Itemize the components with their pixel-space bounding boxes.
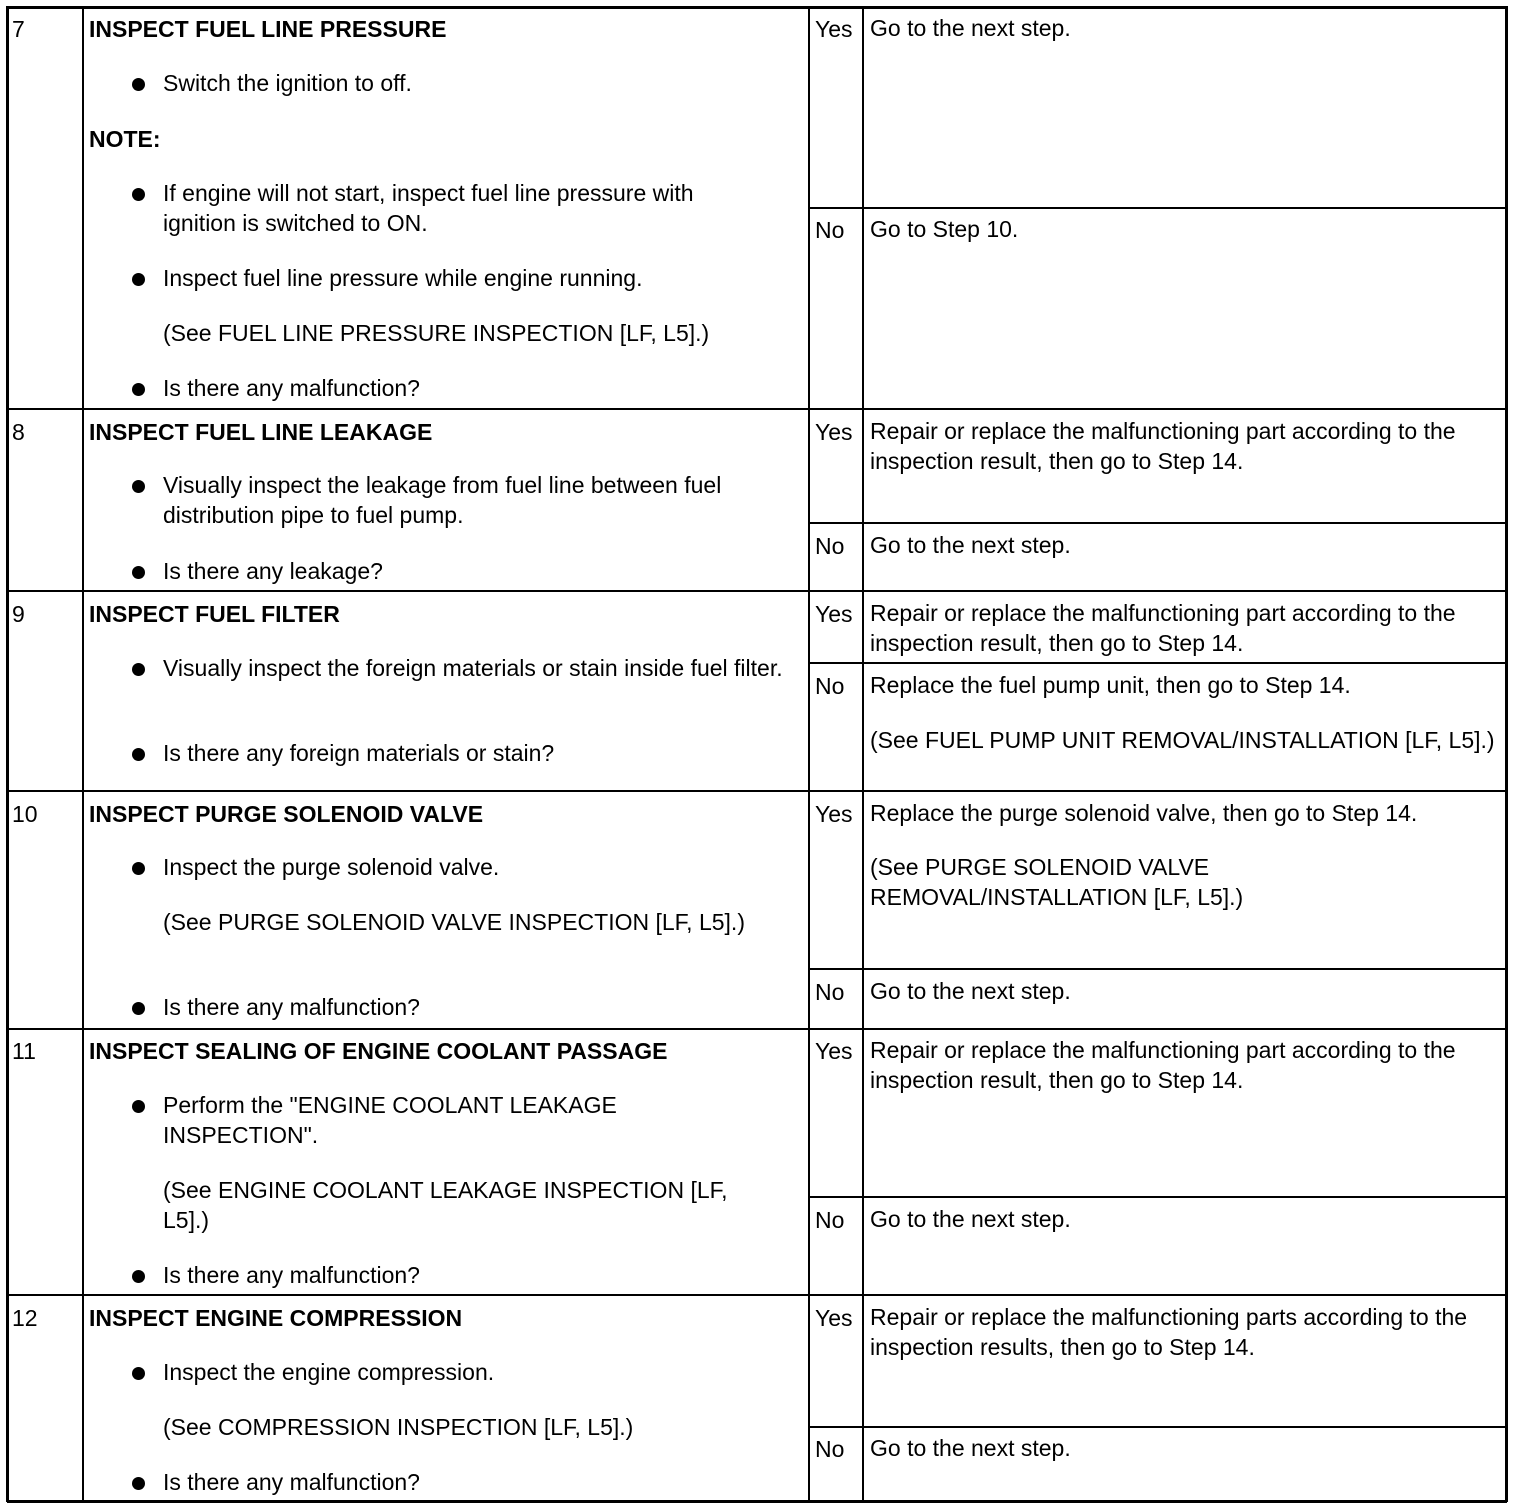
yes-result: Repair or replace the malfunctioning parts according to the inspection results, then go to Step 14.	[870, 1304, 1468, 1360]
step-bullet: Visually inspect the foreign materials or stain inside fuel filter.	[163, 655, 783, 681]
step-bullet: Is there any leakage?	[163, 558, 383, 584]
step-reference: (See FUEL LINE PRESSURE INSPECTION [LF, L5].)	[163, 320, 710, 346]
step-title: INSPECT SEALING OF ENGINE COOLANT PASSAGE	[89, 1038, 668, 1064]
yes-result: Replace the purge solenoid valve, then go to Step 14.	[870, 800, 1418, 826]
yes-label: Yes	[815, 419, 853, 445]
no-result: Go to Step 10.	[870, 216, 1019, 242]
step-title: INSPECT FUEL FILTER	[89, 601, 340, 627]
step-bullet: If engine will not start, inspect fuel line pressure with ignition is switched to ON.	[163, 180, 694, 236]
yes-label: Yes	[815, 1038, 853, 1064]
bullet-icon	[132, 1270, 145, 1283]
step-bullet: Is there any malfunction?	[163, 1469, 420, 1495]
note-label: NOTE:	[89, 126, 161, 152]
step-bullet: Switch the ignition to off.	[163, 70, 412, 96]
no-result: Replace the fuel pump unit, then go to Step 14.	[870, 672, 1351, 698]
yes-result: Go to the next step.	[870, 15, 1071, 41]
yes-label: Yes	[815, 16, 853, 42]
bullet-icon	[132, 78, 145, 91]
no-result: Go to the next step.	[870, 1435, 1071, 1461]
step-title: INSPECT PURGE SOLENOID VALVE	[89, 801, 484, 827]
bullet-icon	[132, 1367, 145, 1380]
step-number: 10	[12, 801, 38, 827]
no-result: Go to the next step.	[870, 532, 1071, 558]
step-bullet: Visually inspect the leakage from fuel line between fuel distribution pipe to fuel pump.	[163, 472, 722, 528]
bullet-icon	[132, 480, 145, 493]
no-label: No	[815, 1207, 845, 1233]
bullet-icon	[132, 273, 145, 286]
yes-label: Yes	[815, 601, 853, 627]
bullet-icon	[132, 566, 145, 579]
step-bullet: Inspect the engine compression.	[163, 1359, 495, 1385]
step-title: INSPECT ENGINE COMPRESSION	[89, 1305, 463, 1331]
yes-result: Repair or replace the malfunctioning part according to the inspection result, then go to Step 14.	[870, 1037, 1456, 1093]
no-label: No	[815, 673, 845, 699]
step-reference: (See PURGE SOLENOID VALVE INSPECTION [LF, L5].)	[163, 909, 745, 935]
yes-label: Yes	[815, 1305, 853, 1331]
yes-label: Yes	[815, 801, 853, 827]
bullet-icon	[132, 1002, 145, 1015]
no-label: No	[815, 1436, 845, 1462]
step-title: INSPECT FUEL LINE PRESSURE	[89, 16, 447, 42]
step-bullet: Is there any malfunction?	[163, 994, 420, 1020]
bullet-icon	[132, 1477, 145, 1490]
step-bullet: Inspect the purge solenoid valve.	[163, 854, 500, 880]
no-label: No	[815, 533, 845, 559]
step-number: 11	[12, 1038, 36, 1064]
step-number: 7	[12, 16, 25, 42]
bullet-icon	[132, 748, 145, 761]
bullet-icon	[132, 663, 145, 676]
yes-reference: (See PURGE SOLENOID VALVE REMOVAL/INSTALLATION [LF, L5].)	[870, 854, 1244, 910]
bullet-icon	[132, 383, 145, 396]
step-reference: (See COMPRESSION INSPECTION [LF, L5].)	[163, 1414, 634, 1440]
step-bullet: Is there any foreign materials or stain?	[163, 740, 555, 766]
step-reference: (See ENGINE COOLANT LEAKAGE INSPECTION [LF, L5].)	[163, 1177, 728, 1233]
no-label: No	[815, 217, 845, 243]
step-title: INSPECT FUEL LINE LEAKAGE	[89, 419, 433, 445]
bullet-icon	[132, 1100, 145, 1113]
step-bullet: Perform the "ENGINE COOLANT LEAKAGE INSPECTION".	[163, 1092, 617, 1148]
step-number: 12	[12, 1305, 38, 1331]
step-number: 9	[12, 601, 25, 627]
step-bullet: Is there any malfunction?	[163, 375, 420, 401]
step-bullet: Is there any malfunction?	[163, 1262, 420, 1288]
step-number: 8	[12, 419, 25, 445]
no-label: No	[815, 979, 845, 1005]
yes-result: Repair or replace the malfunctioning part according to the inspection result, then go to Step 14.	[870, 418, 1456, 474]
bullet-icon	[132, 188, 145, 201]
no-result: Go to the next step.	[870, 1206, 1071, 1232]
no-result: Go to the next step.	[870, 978, 1071, 1004]
yes-result: Repair or replace the malfunctioning part according to the inspection result, then go to Step 14.	[870, 600, 1456, 656]
bullet-icon	[132, 862, 145, 875]
step-bullet: Inspect fuel line pressure while engine running.	[163, 265, 643, 291]
no-reference: (See FUEL PUMP UNIT REMOVAL/INSTALLATION [LF, L5].)	[870, 727, 1495, 753]
